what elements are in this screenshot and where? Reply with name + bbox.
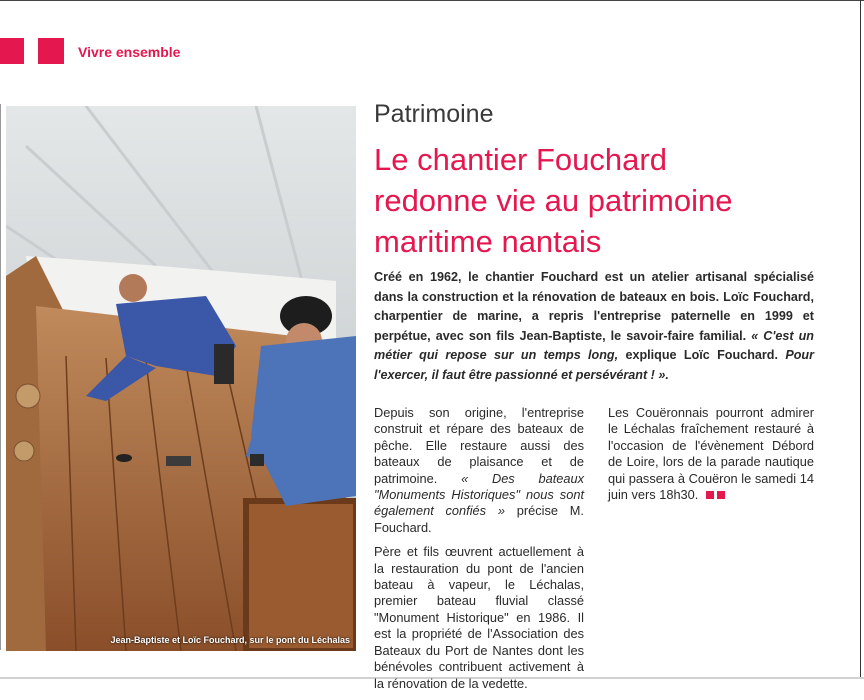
- hatch-frame: [246, 501, 356, 651]
- body-text: Père et fils œuvrent actuellement à la restauration du pont de l'ancien bateau à vapeur, le Léchalas, premier bateau fluvial classé "Monument Historique" en 1986. Il est la propriété de l'Association des Bateaux du Port de Nantes dont les bénévoles contribuent activement à la rénovation de la vedette.: [374, 544, 584, 691]
- tool: [166, 456, 191, 466]
- body-column-2: [608, 405, 814, 511]
- top-rule: [0, 0, 864, 1]
- body-text: Depuis son origine, l'entreprise construit et répare des bateaux de pêche. Elle restaure aussi des bateaux de plaisance et de patrimoine.: [374, 405, 584, 486]
- headline-line: redonne vie au patrimoine: [374, 183, 733, 218]
- section-marker-square: [38, 38, 64, 64]
- deck-fitting: [14, 441, 34, 461]
- deck-hole: [116, 454, 132, 462]
- lead-text: explique Loïc Fouchard.: [625, 348, 778, 363]
- page-edge-rule: [860, 0, 861, 679]
- end-of-article-marks: [706, 487, 728, 503]
- body-quote: « Des bateaux "Monuments Historiques" nous sont également confiés »: [374, 470, 584, 519]
- body-paragraph: [608, 405, 814, 503]
- headline-line: maritime nantais: [374, 224, 602, 259]
- body-column-1: [374, 405, 584, 700]
- photo-caption: Jean-Baptiste et Loïc Fouchard, sur le pont du Léchalas: [110, 635, 350, 645]
- section-marker-square: [0, 38, 24, 64]
- lead-quote: Pour l'exercer, il faut être passionné et persévérant ! ».: [374, 348, 815, 382]
- section-label: Vivre ensemble: [78, 44, 181, 60]
- headline-line: Le chantier Fouchard: [374, 142, 667, 177]
- boat-deck-photo: [6, 106, 356, 651]
- left-rule: [0, 104, 1, 650]
- body-text: Les Couëronnais pourront admirer le Léchalas fraîchement restauré à l'occasion de l'évènement Débord de Loire, lors de la parade nautique qui passera à Couëron le samedi 14 juin vers 18h30.: [608, 405, 814, 503]
- lead-quote: « C'est un métier qui repose sur un temps long,: [374, 328, 814, 363]
- photo-illustration: [6, 106, 356, 651]
- lead-text: Créé en 1962, le chantier Fouchard est un atelier artisanal spécialisé dans la construction et la rénovation de bateaux en bois. Loïc Fouchard, charpentier de marine, a repris l'entreprise paternelle en 1999 et perpétue, avec son fils Jean-Baptiste, le savoir-faire familial.: [374, 270, 814, 343]
- body-paragraph: [374, 544, 584, 692]
- body-paragraph: [374, 405, 584, 536]
- article-headline: [374, 139, 844, 262]
- article-kicker: Patrimoine: [374, 100, 494, 128]
- article-lead: [374, 268, 814, 386]
- body-text: précise M. Fouchard.: [374, 503, 584, 535]
- deck-fitting: [16, 384, 40, 408]
